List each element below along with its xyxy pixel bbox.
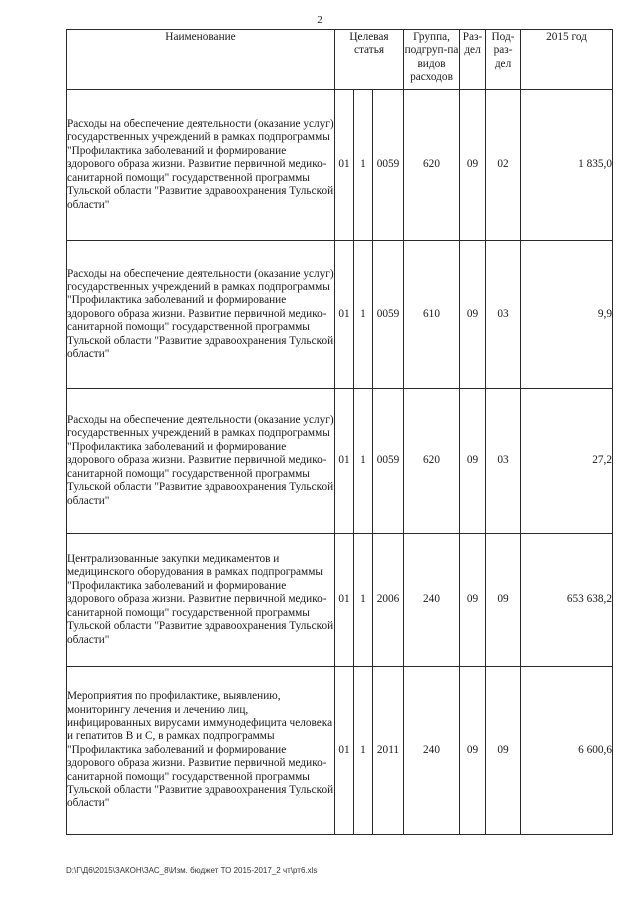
row-section: 09: [460, 90, 486, 241]
row-section: 09: [460, 534, 486, 667]
row-article-part-1: 01: [335, 534, 354, 667]
row-section: 09: [460, 389, 486, 534]
header-section: Раз-дел: [460, 30, 486, 90]
row-amount: 9,9: [521, 241, 613, 389]
row-article-part-2: 1: [354, 90, 373, 241]
row-subsection: 09: [486, 534, 521, 667]
row-article-part-1: 01: [335, 389, 354, 534]
row-name: Расходы на обеспечение деятельности (оказание услуг) государственных учреждений в рамках подпрограммы "Профилактика заболеваний и формирование здорового образа жизни. Развитие первичной медико-санитарной помощи" государственной программы Тульской области "Развитие здравоохранения Тульской области": [67, 389, 335, 534]
row-article-part-1: 01: [335, 241, 354, 389]
header-year: 2015 год: [521, 30, 613, 90]
row-amount: 653 638,2: [521, 534, 613, 667]
file-path-footer: D:\Г\Д6\2015\ЗАКОН\ЗАС_8\Изм. бюджет ТО 2015-2017_2 чт\рт6.xls: [66, 866, 318, 875]
row-name: Централизованные закупки медикаментов и медицинского оборудования в рамках подпрограммы "Профилактика заболеваний и формирование здорового образа жизни. Развитие первичной медико-санитарной помощи" государственной программы Тульской области "Развитие здравоохранения Тульской области": [67, 534, 335, 667]
row-expense-group: 240: [404, 667, 460, 835]
table-row: [67, 241, 613, 389]
row-article-part-2: 1: [354, 667, 373, 835]
row-name: Мероприятия по профилактике, выявлению, мониторингу лечения и лечению лиц, инфицированных вирусами иммунодефицита человека и гепатитов В и С, в рамках подпрограммы "Профилактика заболеваний и формирование здорового образа жизни. Развитие первичной медико-санитарной помощи" государственной программы Тульской области "Развитие здравоохранения Тульской области": [67, 667, 335, 835]
row-article-part-3: 2006: [373, 534, 404, 667]
row-section: 09: [460, 241, 486, 389]
row-expense-group: 240: [404, 534, 460, 667]
row-amount: 27,2: [521, 389, 613, 534]
budget-table: [66, 29, 613, 835]
row-article-part-1: 01: [335, 667, 354, 835]
row-article-part-2: 1: [354, 534, 373, 667]
row-article-part-3: 0059: [373, 90, 404, 241]
page-number: 2: [317, 14, 323, 26]
header-target-article: Целевая статья: [335, 30, 404, 90]
row-amount: 6 600,6: [521, 667, 613, 835]
row-expense-group: 620: [404, 90, 460, 241]
row-name: Расходы на обеспечение деятельности (оказание услуг) государственных учреждений в рамках подпрограммы "Профилактика заболеваний и формирование здорового образа жизни. Развитие первичной медико-санитарной помощи" государственной программы Тульской области "Развитие здравоохранения Тульской области": [67, 90, 335, 241]
row-subsection: 03: [486, 241, 521, 389]
row-subsection: 09: [486, 667, 521, 835]
row-expense-group: 620: [404, 389, 460, 534]
row-name: Расходы на обеспечение деятельности (оказание услуг) государственных учреждений в рамках подпрограммы "Профилактика заболеваний и формирование здорового образа жизни. Развитие первичной медико-санитарной помощи" государственной программы Тульской области "Развитие здравоохранения Тульской области": [67, 241, 335, 389]
table-header-row: [67, 30, 613, 90]
header-subsection: Под-раз-дел: [486, 30, 521, 90]
table-row: [67, 667, 613, 835]
row-article-part-1: 01: [335, 90, 354, 241]
table-row: [67, 389, 613, 534]
table-row: [67, 534, 613, 667]
row-subsection: 02: [486, 90, 521, 241]
row-article-part-3: 0059: [373, 241, 404, 389]
table-row: [67, 90, 613, 241]
row-section: 09: [460, 667, 486, 835]
row-article-part-2: 1: [354, 241, 373, 389]
row-subsection: 03: [486, 389, 521, 534]
header-expense-group: Группа, подгруп-па видов расходов: [404, 30, 460, 90]
row-article-part-2: 1: [354, 389, 373, 534]
header-name: Наименование: [67, 30, 335, 90]
row-article-part-3: 0059: [373, 389, 404, 534]
row-article-part-3: 2011: [373, 667, 404, 835]
row-amount: 1 835,0: [521, 90, 613, 241]
row-expense-group: 610: [404, 241, 460, 389]
